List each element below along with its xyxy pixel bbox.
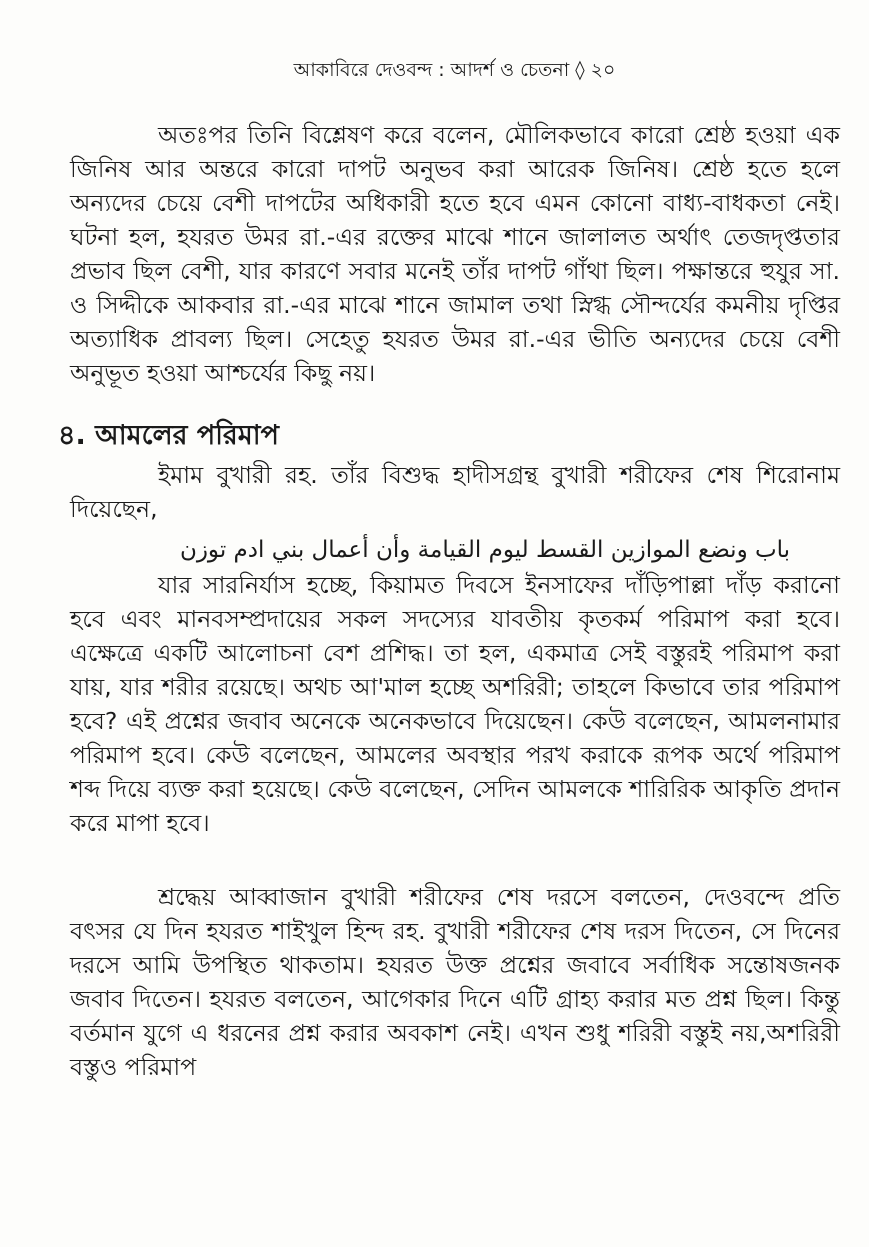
page-body [58,118,840,1084]
section-heading: ৪. আমলের পরিমাপ [58,420,279,451]
paragraph-4: শ্রদ্ধেয় আব্বাজান বুখারী শরীফের শেষ দরসে বলতেন, দেওবন্দে প্রতি বৎসর যে দিন হযরত শাইখুল হিন্দ রহ. বুখারী শরীফের শেষ দরস দিতেন, সে দিনের দরসে আমি উপস্থিত থাকতাম। হযরত উক্ত প্রশ্নের জবাবে সর্বাধিক সন্তোষজনক জবাব দিতেন। হযরত বলতেন, আগেকার দিনে এটি গ্রাহ্য করার মত প্রশ্ন ছিল। কিন্তু বর্তমান যুগে এ ধরনের প্রশ্ন করার অবকাশ নেই। এখন শুধু শরিরী বস্তুই নয়,অশরিরী বস্তুও পরিমাপ [70,883,840,1081]
paragraph-3: যার সারনির্যাস হচ্ছে, কিয়ামত দিবসে ইনসাফের দাঁড়িপাল্লা দাঁড় করানো হবে এবং মানবসম্প্রদায়ের সকল সদস্যের যাবতীয় কৃতকর্ম পরিমাপ করা হবে। এক্ষেত্রে একটি আলোচনা বেশ প্রশিদ্ধ। তা হল, একমাত্র সেই বস্তুরই পরিমাপ করা যায়, যার শরীর রয়েছে। অথচ আ'মাল হচ্ছে অশরিরী; তাহলে কিভাবে তার পরিমাপ হবে? এই প্রশ্নের জবাব অনেকে অনেকভাবে দিয়েছেন। কেউ বলেছেন, আমলনামার পরিমাপ হবে। কেউ বলেছেন, আমলের অবস্থার পরখ করাকে রূপক অর্থে পরিমাপ শব্দ দিয়ে ব্যক্ত করা হয়েছে। কেউ বলেছেন, সেদিন আমলকে শারিরিক আকৃতি প্রদান করে মাপা হবে। [70,571,840,837]
paragraph-2: ইমাম বুখারী রহ. তাঁর বিশুদ্ধ হাদীসগ্রন্থ বুখারী শরীফের শেষ শিরোনাম দিয়েছেন, [70,461,840,523]
arabic-quote: باب ونضع الموازين القسط ليوم القيامة وأن أعمال بني ادم توزن [179,537,791,563]
paragraph-1: অতঃপর তিনি বিশ্লেষণ করে বলেন, মৌলিকভাবে কারো শ্রেষ্ঠ হওয়া এক জিনিষ আর অন্তরে কারো দাপট অনুভব করা আরেক জিনিষ। শ্রেষ্ঠ হতে হলে অন্যদের চেয়ে বেশী দাপটের অধিকারী হতে হবে এমন কোনো বাধ্য-বাধকতা নেই। ঘটনা হল, হযরত উমর রা.-এর রক্তের মাঝে শানে জালালত অর্থাৎ তেজদৃপ্ততার প্রভাব ছিল বেশী, যার কারণে সবার মনেই তাঁর দাপট গাঁথা ছিল। পক্ষান্তরে হুযুর সা. ও সিদ্দীকে আকবার রা.-এর মাঝে শানে জামাল তথা স্নিগ্ধ সৌন্দর্যের কমনীয় দৃপ্তির অত্যাধিক প্রাবল্য ছিল। সেহেতু হযরত উমর রা.-এর ভীতি অন্যদের চেয়ে বেশী অনুভূত হওয়া আশ্চর্যের কিছু নয়। [70,121,840,387]
running-header: আকাবিরে দেওবন্দ : আদর্শ ও চেতনা ◊ ২০ [293,59,616,81]
